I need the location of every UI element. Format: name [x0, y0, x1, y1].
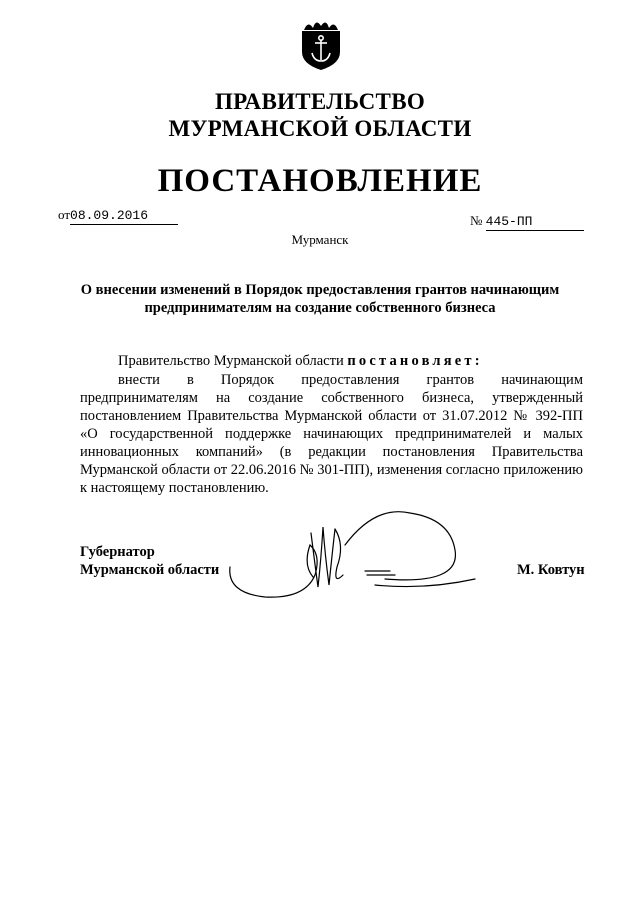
handwritten-signature [225, 505, 485, 605]
document-date [58, 207, 178, 225]
number-prefix: № [470, 213, 483, 228]
government-name-line2: МУРМАНСКОЙ ОБЛАСТИ [168, 116, 472, 141]
date-value: 08.09.2016 [70, 208, 178, 225]
government-name [0, 88, 640, 142]
resolution-body [80, 371, 583, 497]
signatory-title [80, 543, 219, 579]
intro-verb: постановляет: [347, 353, 483, 369]
coat-of-arms-icon [296, 18, 346, 72]
document-subject: О внесении изменений в Порядок предоставления грантов начинающим предпринимателям на создание собственного бизнеса [80, 282, 560, 316]
signatory-name: М. Ковтун [517, 562, 585, 578]
signatory-title-line2: Мурманской области [80, 562, 220, 578]
number-value: 445-ПП [486, 214, 584, 231]
resolution-intro [118, 352, 483, 370]
intro-lead: Правительство Мурманской области [118, 353, 344, 369]
signatory-title-line1: Губернатор [80, 544, 155, 560]
government-name-line1: ПРАВИТЕЛЬСТВО [214, 89, 426, 114]
resolution-body-paragraph: внести в Порядок предоставления грантов начинающим предпринимателям на создание собственного бизнеса, утвержденный постановлением Правительства Мурманской области от 31.07.2012 № 392-ПП «О государственной поддержке начинающих предпринимателей и малых инновационных компаний» (в редакции постановления Правительства Мурманской области от 22.06.2016 № 301-ПП), изменения согласно приложению к настоящему постановлению. [80, 372, 583, 496]
date-prefix: от [58, 207, 71, 222]
document-type-title: ПОСТАНОВЛЕНИЕ [157, 163, 483, 199]
document-number [470, 213, 584, 231]
document-city: Мурманск [291, 232, 349, 247]
